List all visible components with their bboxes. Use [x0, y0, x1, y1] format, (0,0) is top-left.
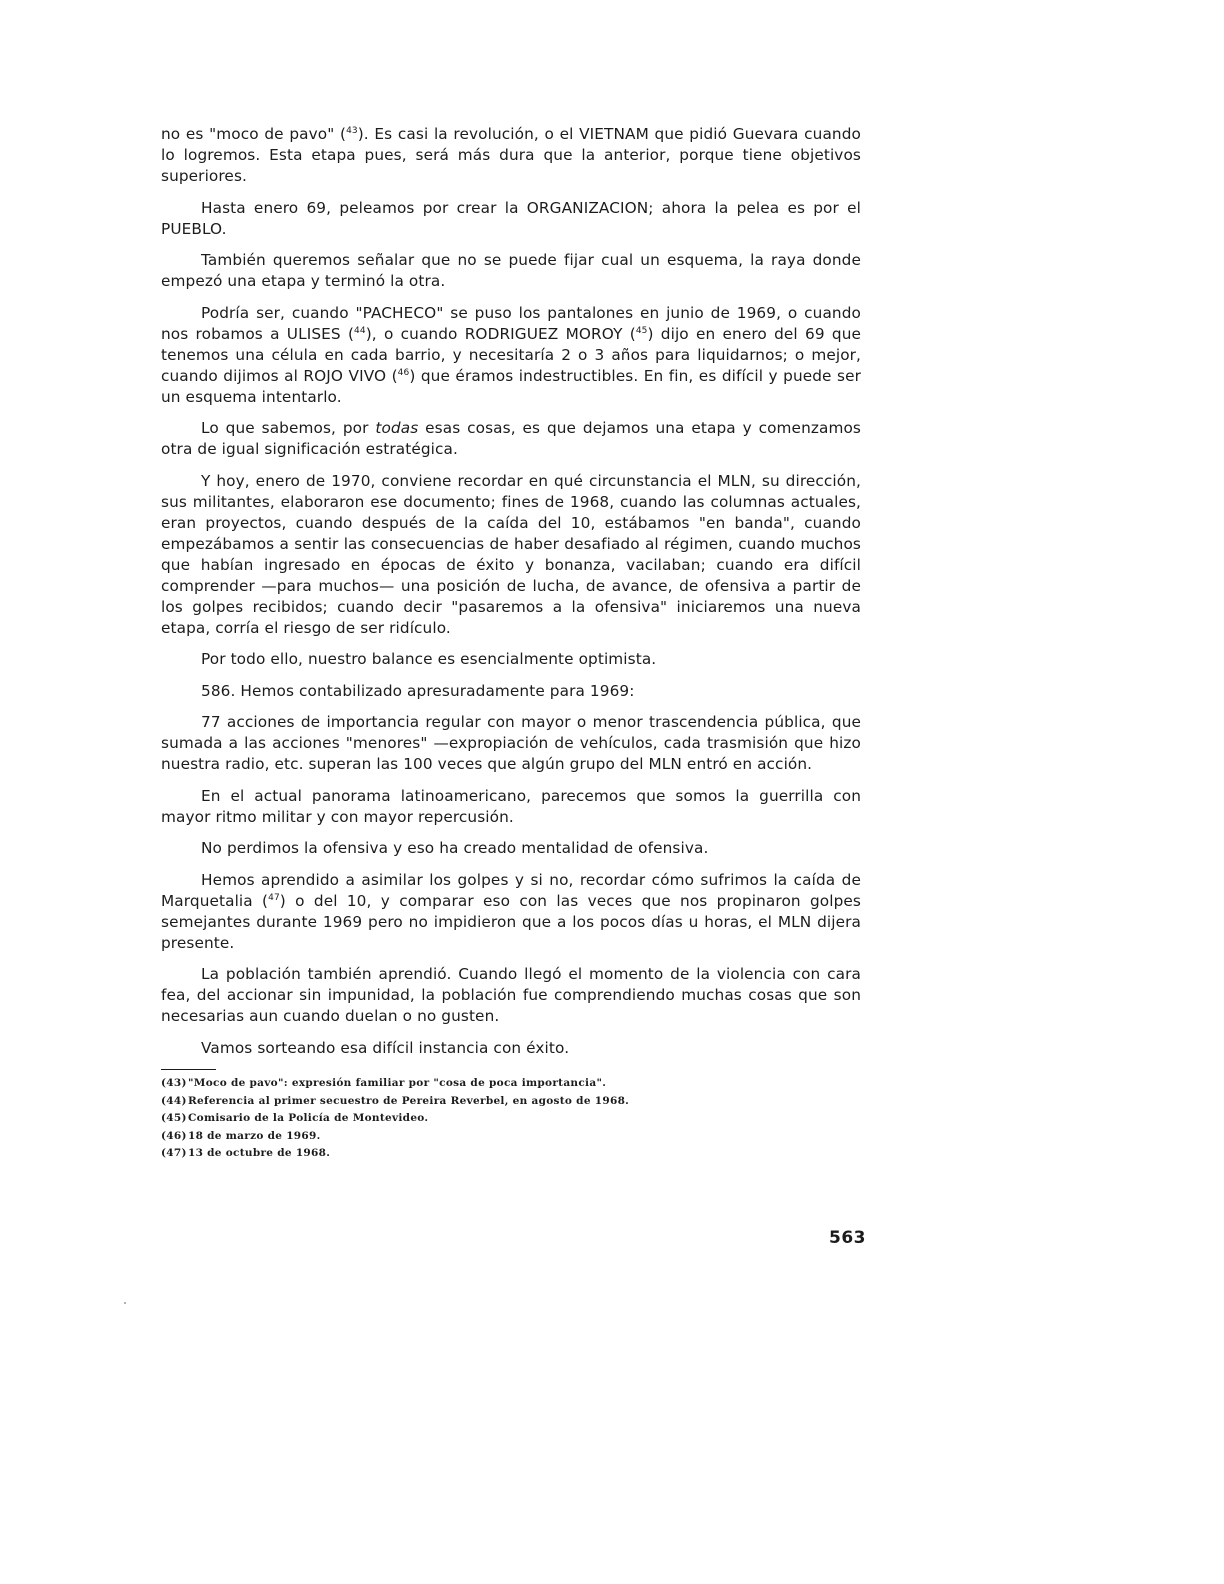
paragraph: Hasta enero 69, peleamos por crear la ORGANIZACION; ahora la pelea es por el PUEBLO. [161, 198, 861, 238]
footnote-ref-45: 45 [635, 325, 648, 336]
paragraph: Vamos sorteando esa difícil instancia con éxito. [201, 1038, 570, 1057]
document-page [161, 124, 861, 1163]
footnote-47: (47)13 de octubre de 1968. [161, 1147, 331, 1159]
footnote-ref-46: 46 [397, 367, 410, 378]
footnote-43: (43)"Moco de pavo": expresión familiar por "cosa de poca importancia". [161, 1077, 607, 1089]
footnote-44: (44)Referencia al primer secuestro de Pereira Reverbel, en agosto de 1968. [161, 1094, 630, 1107]
paragraph: También queremos señalar que no se puede fijar cual un esquema, la raya donde empezó una etapa y terminó la otra. [161, 251, 861, 290]
paragraph: Hemos aprendido a asimilar los golpes y si no, recordar cómo sufrimos la caída de Marquetalia ($^{47}$) o del 10, y comparar eso con las veces que nos propinaron golpes semejantes durante 1969 pero no impidieron que a los pocos días u horas, el MLN dijera presente. [161, 870, 861, 952]
paragraph: Por todo ello, nuestro balance es esencialmente optimista. [201, 650, 657, 668]
paragraph: En el actual panorama latinoamericano, parecemos que somos la guerrilla con mayor ritmo militar y con mayor repercusión. [161, 786, 861, 826]
footnote-divider [161, 1069, 216, 1070]
footnote-45: (45)Comisario de la Policía de Montevideo. [161, 1112, 429, 1124]
paragraph: No perdimos la ofensiva y eso ha creado mentalidad de ofensiva. [201, 839, 709, 857]
footnote-46: (46)18 de marzo de 1969. [161, 1129, 321, 1142]
paragraph: Y hoy, enero de 1970, conviene recordar en qué circunstancia el MLN, su dirección, sus militantes, elaboraron ese documento; fines de 1968, cuando las columnas actuales, eran proyectos, cuando después de la caída del 10, estábamos "en banda", cuando empezábamos a sentir las consecuencias de haber desafiado al régimen, cuando muchos que habían ingresado en épocas de éxito y bonanza, vacilaban; cuando era difícil comprender —para muchos— una posición de lucha, de avance, de ofensiva a partir de los golpes recibidos; cuando decir "pasaremos a la ofensiva" iniciaremos una nueva etapa, corría el riesgo de ser ridículo. [161, 471, 861, 637]
footnote-ref-44: 44 [354, 325, 366, 336]
footnotes [161, 1075, 861, 1163]
paragraph: 77 acciones de importancia regular con mayor o menor trascendencia pública, que sumada a las acciones "menores" —expropiación de vehículos, cada trasmisión que hizo nuestra radio, etc. superan las 100 veces que algún grupo del MLN entró en acción. [161, 713, 861, 773]
italic-emphasis: todas [375, 419, 419, 437]
scan-speck [124, 1302, 126, 1304]
paragraph: Lo que sabemos, por todas esas cosas, es que dejamos una etapa y comenzamos otra de igual significación estratégica. [161, 419, 861, 458]
paragraph: Podría ser, cuando "PACHECO" se puso los pantalones en junio de 1969, o cuando nos robamos a ULISES ($^{44}$), o cuando RODRIGUEZ MOROY ($^{45}$) dijo en enero del 69 que tenemos una célula en cada barrio, y necesitaría 2 o 3 años para liquidarnos; o mejor, cuando dijimos al ROJO VIVO ($^{46}$) que éramos indestructibles. En fin, es difícil y puede ser un esquema intentarlo. [161, 303, 861, 406]
footnote-ref-47: 47 [268, 892, 280, 903]
paragraph: no es "moco de pavo" ($^{43}$). Es casi la revolución, o el VIETNAM que pidió Guevara cuando lo logremos. Esta etapa pues, será más dura que la anterior, porque tiene objetivos superiores. [161, 125, 861, 185]
page-number: 563 [829, 1228, 866, 1248]
body-text [161, 124, 861, 1059]
paragraph: La población también aprendió. Cuando llegó el momento de la violencia con cara fea, del accionar sin impunidad, la población fue comprendiendo muchas cosas que son necesarias aun cuando duelan o no gusten. [161, 965, 861, 1025]
paragraph: 586. Hemos contabilizado apresuradamente para 1969: [201, 681, 635, 700]
footnote-ref-43: 43 [346, 125, 358, 136]
